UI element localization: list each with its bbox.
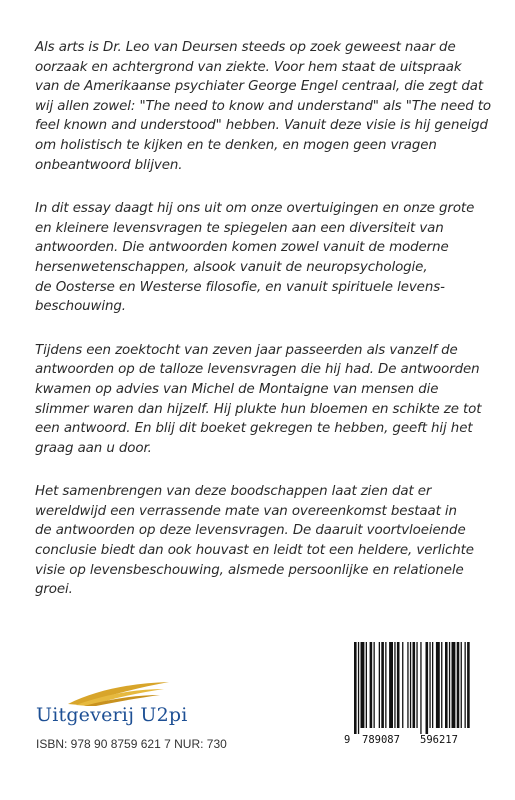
paragraph-line: onbeantwoord blijven. — [35, 157, 183, 173]
paragraph-line: groei. — [35, 582, 73, 598]
paragraph-line: visie op levensbeschouwing, alsmede persoonlijke en relationele — [35, 562, 464, 578]
paragraph-2 — [35, 199, 490, 317]
paragraph-line: en kleinere levensvragen te spiegelen aan een diversiteit van — [35, 220, 444, 236]
paragraph-line: wereldwijd een verrassende mate van overeenkomst bestaat in — [35, 503, 457, 519]
paragraph-3 — [35, 341, 490, 459]
barcode-bar — [420, 642, 421, 734]
wing-logo-icon — [66, 680, 171, 706]
paragraph-line: conclusie biedt dan ook houvast en leidt tot een heldere, verlichte — [35, 543, 474, 559]
paragraph-line: In dit essay daagt hij ons uit om onze overtuigingen en onze grote — [35, 201, 475, 217]
paragraph-line: de Oosterse en Westerse filosofie, en vanuit spirituele levens- — [35, 279, 445, 295]
barcode-first-digit: 9 — [344, 734, 351, 746]
paragraph-line: beschouwing. — [35, 299, 126, 315]
paragraph-line: graag aan u door. — [35, 440, 152, 456]
isbn-nur-line: ISBN: 978 90 8759 621 7 NUR: 730 — [36, 737, 227, 751]
paragraph-line: Het samenbrengen van deze boodschappen laat zien dat er — [35, 484, 432, 500]
barcode-bar — [413, 642, 416, 728]
barcode-bar — [374, 642, 375, 728]
barcode-bar — [370, 642, 373, 728]
paragraph-line: om holistisch te kijken en te denken, en mogen geen vragen — [35, 137, 437, 153]
paragraph-line: slimmer waren dan hijzelf. Hij plukte hun bloemen en schikte ze tot — [35, 401, 482, 417]
barcode-bar — [389, 642, 393, 728]
barcode-bar — [436, 642, 440, 728]
paragraph-line: feel known and understood" hebben. Vanuit deze visie is hij geneigd — [35, 118, 488, 134]
barcode-bars — [340, 638, 480, 738]
barcode-bar — [426, 642, 429, 734]
barcode-bar — [358, 642, 359, 734]
barcode-bar — [407, 642, 408, 728]
paragraph-line: Tijdens een zoektocht van zeven jaar passeerden als vanzelf de — [35, 342, 458, 358]
blurb-text — [35, 38, 490, 624]
publisher-name: Uitgeverij U2pi — [36, 704, 188, 726]
publisher-logo — [36, 680, 256, 740]
barcode-bar — [467, 642, 470, 728]
barcode-bar — [441, 642, 442, 728]
barcode — [340, 638, 480, 748]
barcode-left-digits: 789087 — [362, 734, 400, 746]
paragraph-4 — [35, 482, 490, 600]
paragraph-line: kwamen op advies van Michel de Montaigne van mensen die — [35, 381, 439, 397]
barcode-bar — [397, 642, 400, 728]
barcode-bar — [402, 642, 403, 728]
barcode-bar — [445, 642, 448, 728]
barcode-bar — [394, 642, 395, 728]
barcode-bar — [452, 642, 456, 728]
paragraph-line: de antwoorden op deze levensvragen. De daaruit voortvloeiende — [35, 523, 466, 539]
paragraph-line: wij allen zowel: "The need to know and understand" als "The need to — [35, 98, 492, 114]
barcode-bar — [429, 642, 430, 728]
paragraph-line: van de Amerikaanse psychiater George Engel centraal, die zegt dat — [35, 79, 483, 95]
paragraph-line: oorzaak en achtergrond van ziekte. Voor hem staat de uitspraak — [35, 59, 462, 75]
paragraph-line: antwoorden op de talloze levensvragen die hij had. De antwoorden — [35, 362, 480, 378]
paragraph-line: antwoorden. Die antwoorden komen zowel vanuit de moderne — [35, 240, 449, 256]
paragraph-line: Als arts is Dr. Leo van Deursen steeds op zoek geweest naar de — [35, 40, 456, 55]
barcode-bar — [432, 642, 433, 728]
barcode-bar — [416, 642, 417, 728]
barcode-bar — [354, 642, 357, 734]
barcode-bar — [461, 642, 462, 728]
barcode-bar — [465, 642, 466, 728]
barcode-bar — [366, 642, 367, 728]
barcode-bar — [379, 642, 380, 728]
barcode-bar — [410, 642, 411, 728]
barcode-bar — [449, 642, 450, 728]
barcode-bar — [381, 642, 384, 728]
barcode-bar — [385, 642, 386, 728]
barcode-right-digits: 596217 — [420, 734, 458, 746]
paragraph-line: een antwoord. En blij dit boeket gekregen te hebben, geeft hij het — [35, 421, 473, 437]
paragraph-1 — [35, 38, 490, 175]
barcode-bar — [361, 642, 365, 728]
barcode-bar — [457, 642, 460, 728]
paragraph-line: hersenwetenschappen, alsook vanuit de neuropsychologie, — [35, 259, 428, 275]
